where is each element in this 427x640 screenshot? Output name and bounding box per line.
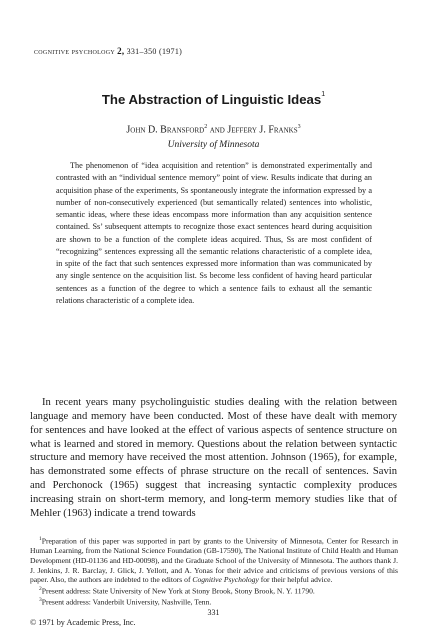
title-footnote-marker: 1 (321, 91, 326, 98)
footnote-1-journal: Cognitive Psychology (192, 575, 259, 585)
abstract: The phenomenon of “idea acquisition and retention” is demonstrated experimentally and contrasted with an “individual sentence memory” point of view. Results indicate that during an acquisition phase of the experiments, Ss spontaneously integrate the information expressed by a number of non-consecutively experienced (but semantically related) sentences into wholistic, semantic ideas, where these ideas encompass more information than any acquisition sentence contained. Ss’ subsequent attempts to recognize those exact sentences heard during acquisition are shown to be a function of the complete ideas acquired. Thus, Ss are most confident of “recognizing” sentences expressing all the semantic relations characteristic of a complete idea, in spite of the fact that such sentences expressed more information than was communicated by any single sentence on the acquisition list. Ss become less confident of having heard particular sentences as a function of the degree to which a sentence fails to exhaust all the semantic relations characteristic of a complete idea. (56, 161, 372, 305)
body-paragraph: In recent years many psycholinguistic studies dealing with the relation between language and memory have been conducted. Most of these have dealt with memory for sentences and have looked at the effect of various aspects of sentence structure on what is learned and stored in memory. Questions about the relation between syntactic structure and memory have received the most attention. Johnson (1965), for example, has demonstrated some effects of phrase structure on the recall of sentences. Savin and Perchonock (1965) suggest that increasing syntactic complexity produces increasing strain on short-term memory, and long-term memory studies like that of Mehler (1963) indicate a trend towards (30, 397, 397, 519)
author-conjunction: and (209, 124, 225, 136)
footnote-2 (30, 585, 398, 596)
footnote-1-tail: for their helpful advice. (260, 575, 333, 585)
footnote-3 (30, 596, 398, 607)
footnote-2-marker: 2 (39, 586, 42, 593)
footnote-1-marker: 1 (39, 536, 42, 542)
footnote-1-text: Preparation of this paper was supported in part by grants to the University of Minnesota, Center for Research in Human Learning, from the National Science Foundation (GB-17590), The National Institute of Child Health and Human Development (HD-01136 and HD-00098), and the Graduate School of the University of Minnesota. The authors thank J. J. Jenkins, J. R. Barclay, J. Glick, J. Yellott, and A. Yonas for their advice and criticisms of previous versions of this paper. Also, the authors are indebted to the editors of (30, 536, 398, 585)
page-number: 331 (207, 608, 220, 617)
article-title (30, 92, 397, 107)
author-line (30, 124, 397, 135)
page-range: 331–350 (1971) (126, 47, 183, 56)
author-2-footnote-marker: 3 (297, 124, 301, 130)
footnote-3-marker: 3 (39, 597, 42, 604)
footnotes (30, 535, 398, 608)
journal-name: cognitive psychology (34, 47, 115, 56)
footnote-1 (30, 535, 398, 585)
footnote-3-text: Present address: Vanderbilt University, Nashville, Tenn. (41, 597, 212, 607)
running-header (34, 46, 394, 56)
footnote-2-text: Present address: State University of New York at Stony Brook, Stony Brook, N. Y. 11790. (41, 586, 315, 596)
title-text: The Abstraction of Linguistic Ideas (101, 92, 322, 107)
affiliation: University of Minnesota (167, 140, 260, 150)
author-1: John D. Bransford (126, 124, 205, 136)
volume-number: 2, (117, 46, 125, 56)
author-1-footnote-marker: 2 (204, 124, 208, 130)
author-2: Jeffery J. Franks (227, 124, 298, 136)
copyright-line: © 1971 by Academic Press, Inc. (30, 618, 136, 627)
